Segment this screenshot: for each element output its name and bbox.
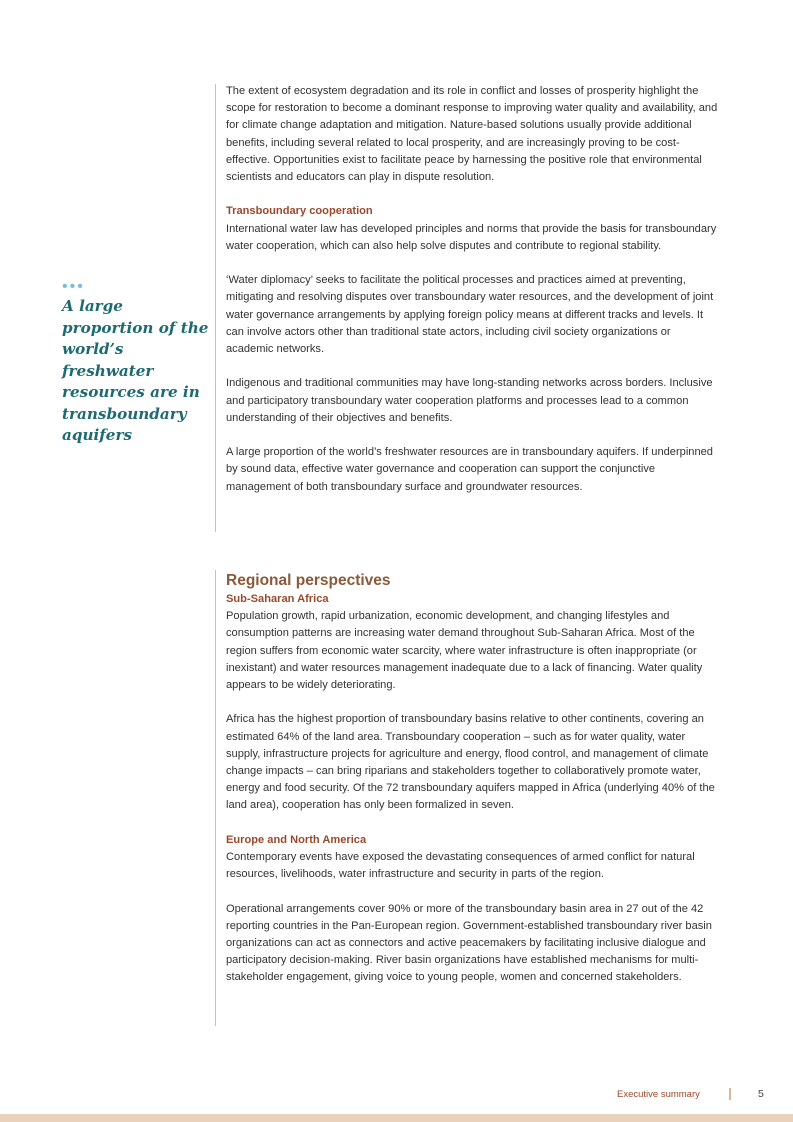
heading-regional-perspectives: Regional perspectives: [226, 572, 391, 589]
paragraph: ‘Water diplomacy’ seeks to facilitate the political processes and practices aimed at preventing, mitigating and resolving disputes over transboundary water resources, and the development of joint water governance arrangements by applying foreign policy means at different tracks and levels. It can involve actors other than traditional state actors, including civil society organizations or academic networks.: [226, 274, 714, 356]
paragraph: Operational arrangements cover 90% or more of the transboundary basin area in 27 out of the 42 reporting countries in the Pan-European region. Government-established transboundary river basin organizations can act as connectors and active peacemakers by facilitating inclusive dialogue and participatory decision-making. River basin organizations have established mechanisms for multi-stakeholder engagement, giving voice to young people, women and concerned stakeholders.: [226, 902, 712, 984]
paragraph: Contemporary events have exposed the devastating consequences of armed conflict for natural resources, livelihoods, water infrastructure and security in parts of the region.: [226, 851, 695, 881]
footer-separator: [729, 1088, 731, 1100]
footer-section-label: Executive summary: [617, 1089, 700, 1100]
paragraph: International water law has developed principles and norms that provide the basis for transboundary water cooperation, which can also help solve disputes and contribute to regional stability.: [226, 222, 717, 252]
subheading-europe-north-america: Europe and North America: [226, 833, 367, 846]
section2-rule: [215, 570, 216, 1026]
intro-paragraph: The extent of ecosystem degradation and its role in conflict and losses of prosperity highlight the scope for restoration to become a dominant response to improving water quality and availability, and for climate change adaptation and mitigation. Nature-based solutions usually provide additional benefits, including several related to local prosperity, and are increasingly proving to be cost-effective. Opportunities exist to facilitate peace by harnessing the positive role that environmental scientists and educators can play in dispute resolution.: [226, 85, 718, 184]
paragraph: A large proportion of the world’s freshwater resources are in transboundary aquifers. If underpinned by sound data, effective water governance and cooperation can support the conjunctive management of both transboundary surface and groundwater resources.: [226, 446, 713, 493]
section1-column: [226, 83, 718, 496]
section1-rule: [215, 84, 216, 532]
section2-column: [226, 571, 718, 987]
pull-quote: A large proportion of the world’s freshwater resources are in transboundary aquifers: [62, 297, 209, 444]
paragraph: Africa has the highest proportion of transboundary basins relative to other continents, covering an estimated 64% of the land area. Transboundary cooperation – such as for water quality, water supply, infrastructure projects for agriculture and energy, flood control, and management of climate change impacts – can bring riparians and stakeholders together to collaboratively promote water, energy and food security. Of the 72 transboundary aquifers mapped in Africa (underlying 40% of the land area), cooperation has only been formalized in seven.: [226, 713, 715, 812]
bottom-decorative-band: [0, 1114, 793, 1122]
paragraph: Indigenous and traditional communities may have long-standing networks across borders. Inclusive and participatory transboundary water cooperation platforms and processes lead to a common understanding of their objectives and benefits.: [226, 377, 713, 424]
subheading-sub-saharan-africa: Sub-Saharan Africa: [226, 593, 329, 605]
subheading-transboundary-cooperation: Transboundary cooperation: [226, 205, 373, 218]
paragraph: Population growth, rapid urbanization, economic development, and changing lifestyles and consumption patterns are increasing water demand throughout Sub-Saharan Africa. Most of the region suffers from economic water scarcity, where water infrastructure is often inappropriate (or inexistant) and water resources management inadequate due to a lack of financing. Water quality appears to be widely deteriorating.: [226, 610, 703, 692]
pull-quote-dots: •••: [62, 278, 85, 295]
page-number: 5: [758, 1088, 764, 1100]
